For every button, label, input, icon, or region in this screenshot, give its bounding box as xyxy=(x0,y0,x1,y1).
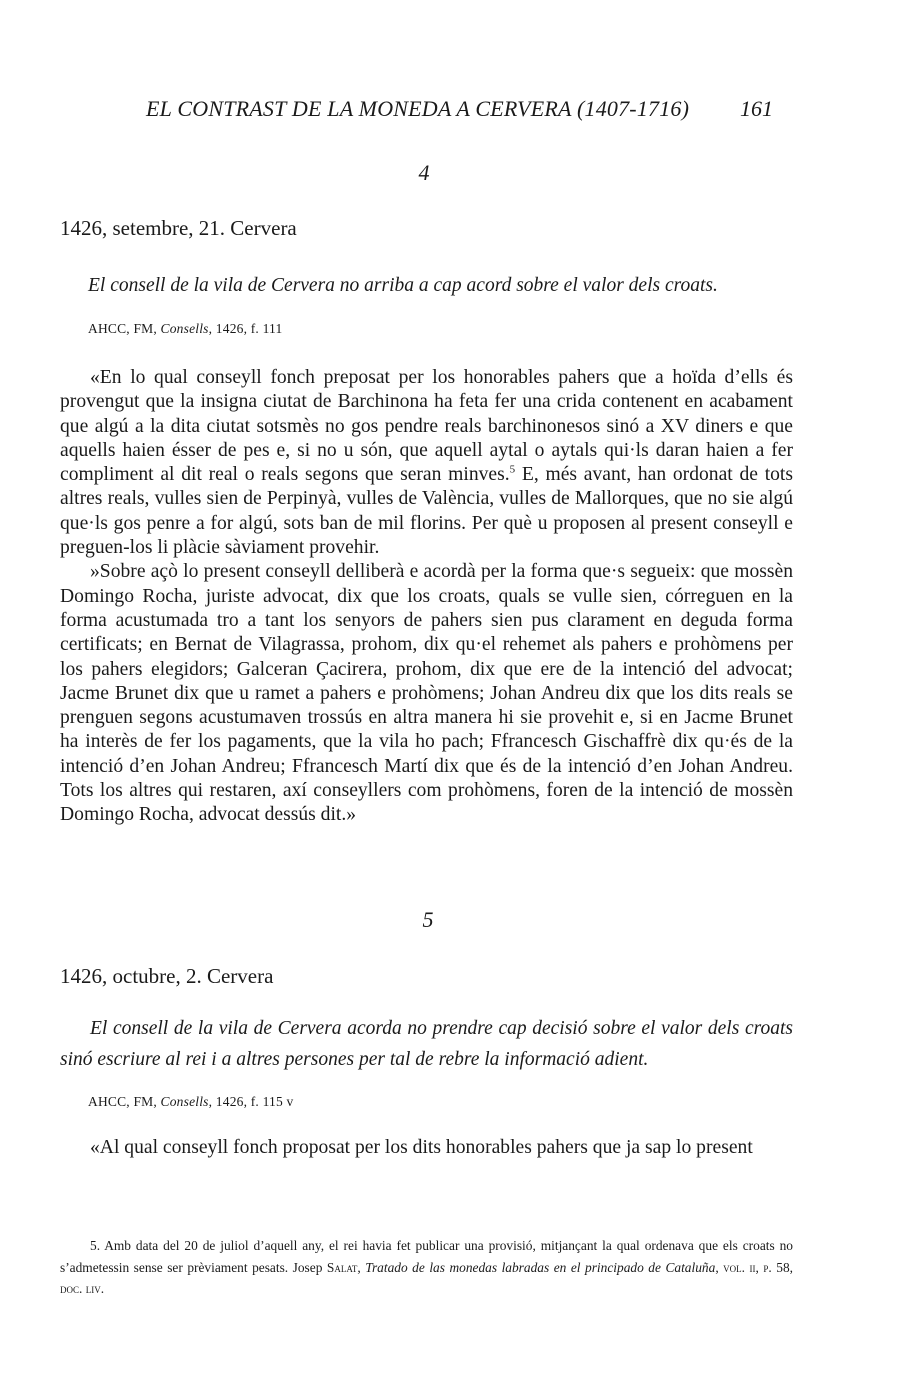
document-transcription xyxy=(60,1136,793,1160)
footnote: 5. Amb data del 20 de juliol d’aquell any, el rei havia fet publicar una provisió, mitjançant la qual ordenava que els croats no s’admetessin sense ser prèviament pesats. Josep Salat, Tratado de las monedas labradas en el principado de Cataluña, vol. ii, p. 58, doc. liv. xyxy=(60,1238,793,1296)
transcription-paragraph: «Al qual conseyll fonch proposat per los dits honorables pahers que ja sap lo present xyxy=(90,1137,753,1158)
work-title: Tratado de las monedas labradas en el principado de Cataluña xyxy=(365,1259,716,1275)
transcription-paragraph: »Sobre açò lo present conseyll delliberà e acordà per la forma que·s segueix: que mossèn Domingo Rocha, juriste advocat, dix que los croats, quals se vulle sien, córreguen en la forma acustumada tro a tant los senyors de pahers sien pus clarament en deguda forma certificats; en Bernat de Vilagrassa, prohom, dix qu·el rehemet als pahers e prohòmens per los pahers elegidors; Galceran Çacirera, prohom, dix que ere de la intenció del advocat; Jacme Brunet dix que u ramet a pahers e prohòmens; Johan Andreu dix que los dits reals se prenguen segons acustumaven trossús en altra manera hi sie provehit e, si en Jacme Brunet ha interès de fer los pagaments, que la vila ho pach; Ffrancesch Gischaffrè dix qu·és de la intenció d’en Johan Andreu; Ffrancesch Martí dix que és de la intenció d’en Johan Andreu. Tots los altres qui restaren, axí conseyllers com prohòmens, foren de la intenció de mossèn Domingo Rocha, advocat dessús dit.» xyxy=(60,561,793,826)
document-number: 5 xyxy=(422,907,434,932)
document-number: 4 xyxy=(418,160,430,185)
document-summary: El consell de la vila de Cervera acorda no prendre cap decisió sobre el valor dels croats sinó escriure al rei i a altres persones per tal de rebre la informació adient. xyxy=(60,1018,793,1070)
footnote-reference[interactable]: 5 xyxy=(509,463,516,476)
footnote-number: 5. xyxy=(90,1238,101,1253)
document-date-place: 1426, octubre, 2. Cervera xyxy=(60,964,274,988)
page-number: 161 xyxy=(740,96,773,121)
document-summary: El consell de la vila de Cervera no arriba a cap acord sobre el valor dels croats. xyxy=(88,275,718,296)
author-surname: Salat xyxy=(326,1259,358,1275)
archival-source: AHCC, FM, Consells, 1426, f. 111 xyxy=(88,321,283,336)
transcription-paragraph: «En lo qual conseyll fonch preposat per los honorables pahers que a hoïda d’ells és provengut que la insigna ciutat de Barchinona ha feta fer una crida contenent en acabament que algú a la dita ciutat sotsmès no gos pendre reals barchinonesos sinó a XV diners e que aquells haien ésser de pes e, si no u són, que aquell aytal o aytals qui·ls daran haien a fer compliment al dit real o reals segons que seran minves.$^5$ E, més avant, han ordonat de tots altres reals, vulles sien de Perpinyà, vulles de València, vulles de Mallorques, que no sie algú que·ls gos penre a for algú, sots ban de mil florins. Per què u proposen al present conseyll e preguen-los li plàcie sàviament provehir. xyxy=(60,367,794,559)
running-title: EL CONTRAST DE LA MONEDA A CERVERA (1407-1716) xyxy=(146,96,690,121)
document-date-place: 1426, setembre, 21. Cervera xyxy=(60,216,297,240)
document-transcription xyxy=(60,366,793,828)
archival-source: AHCC, FM, Consells, 1426, f. 115 v xyxy=(88,1094,294,1109)
